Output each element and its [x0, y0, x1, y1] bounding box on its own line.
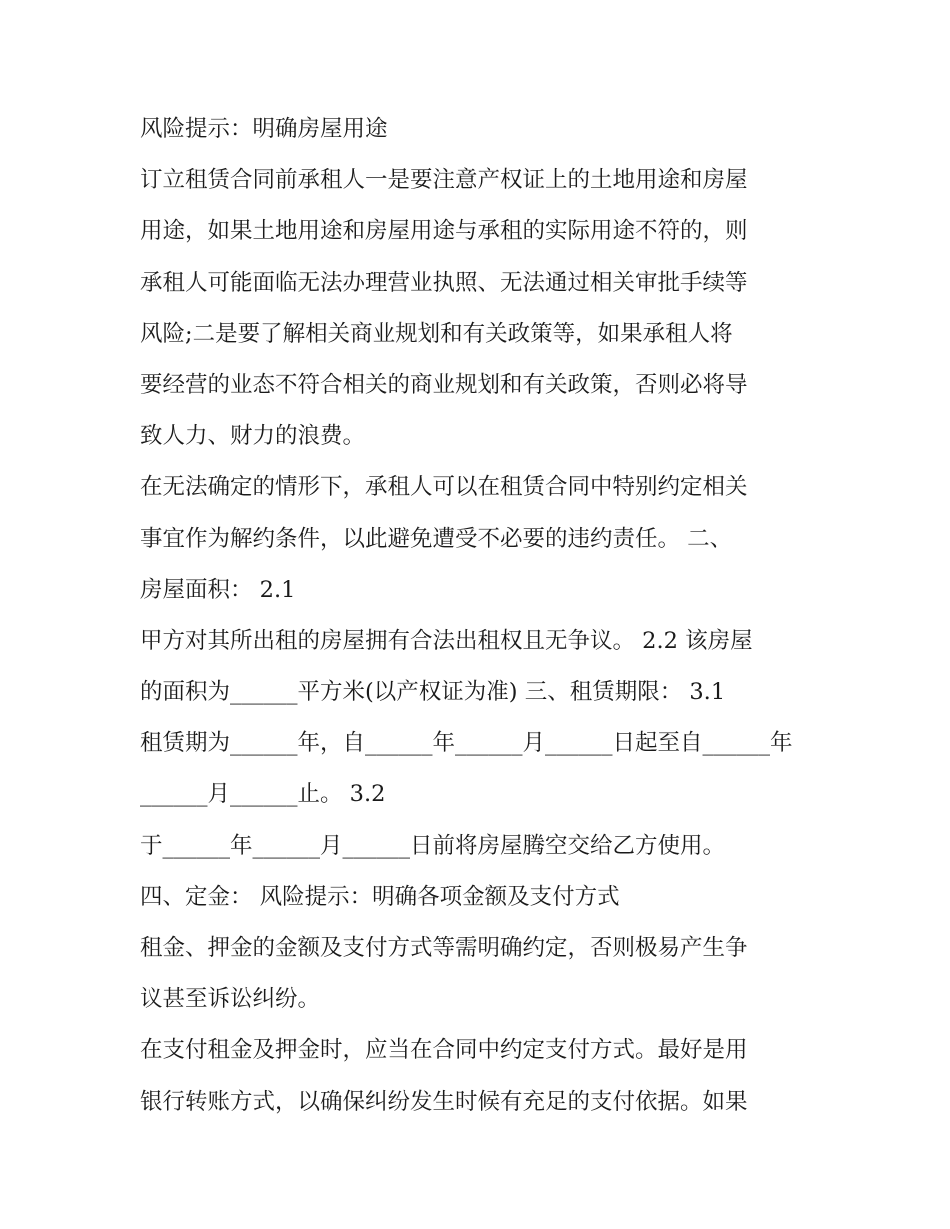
text-line: 承租人可能面临无法办理营业执照、无法通过相关审批手续等 [140, 269, 748, 296]
text-line: 事宜作为解约条件，以此避免遭受不必要的违约责任。 二、 [140, 525, 733, 552]
text-line: 于______年______月______日前将房屋腾空交给乙方使用。 [140, 832, 726, 859]
text-line: ______月______止。 3.2 [140, 781, 386, 808]
text-line: 租赁期为______年，自______年______月______日起至自______年 [140, 730, 793, 757]
text-line: 银行转账方式，以确保纠纷发生时候有充足的支付依据。如果 [140, 1088, 748, 1115]
text-line: 议甚至诉讼纠纷。 [140, 986, 321, 1013]
text-line: 在无法确定的情形下，承租人可以在租赁合同中特别约定相关 [140, 474, 748, 501]
text-line: 甲方对其所出租的房屋拥有合法出租权且无争议。 2.2 该房屋 [140, 627, 753, 654]
text-line: 在支付租金及押金时，应当在合同中约定支付方式。最好是用 [140, 1037, 748, 1064]
text-line: 房屋面积： 2.1 [140, 576, 296, 603]
text-line: 致人力、财力的浪费。 [140, 423, 366, 450]
text-line: 订立租赁合同前承租人一是要注意产权证上的土地用途和房屋 [140, 167, 748, 194]
text-line: 用途，如果土地用途和房屋用途与承租的实际用途不符的，则 [140, 218, 748, 245]
document-page [140, 104, 820, 1128]
text-line: 四、定金： 风险提示：明确各项金额及支付方式 [140, 883, 620, 910]
text-line: 要经营的业态不符合相关的商业规划和有关政策，否则必将导 [140, 371, 748, 398]
text-line: 风险提示：明确房屋用途 [140, 116, 388, 142]
text-line: 风险;二是要了解相关商业规划和有关政策等，如果承租人将 [140, 320, 733, 347]
text-line: 租金、押金的金额及支付方式等需明确约定，否则极易产生争 [140, 935, 748, 961]
text-line: 的面积为______平方米(以产权证为准) 三、租赁期限： 3.1 [140, 679, 726, 706]
